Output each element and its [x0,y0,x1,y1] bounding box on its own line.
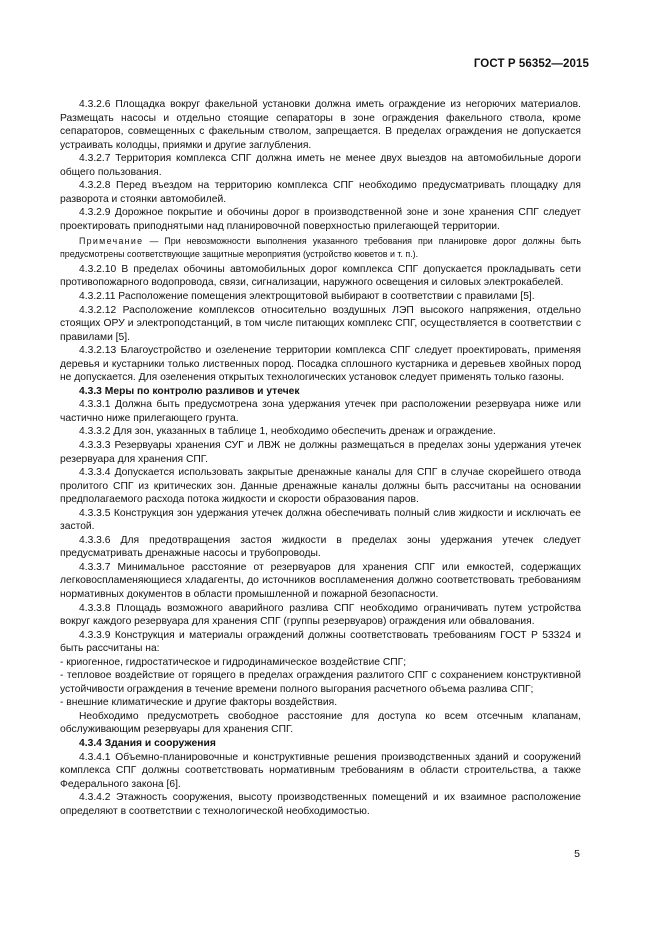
document-body [60,98,581,818]
body-paragraph: 4.3.3.6 Для предотвращения застоя жидкости в пределах зоны удержания утечек следует предусматривать дренажные насосы и трубопроводы. [60,534,581,560]
body-paragraph: 4.3.3.4 Допускается использовать закрытые дренажные каналы для СПГ в случае скорейшего отвода пролитого СПГ из критических зон. Данные дренажные каналы должны быть рассчитаны на основании предполагаемого расхода потока жидкости и скорости образования паров. [60,467,581,506]
note-text: — При невозможности выполнения указанного требования при планировке дорог должны быть предусмотрены соответствующие защитные мероприятия (устройство кюветов и т. п.). [60,236,581,259]
list-item: - внешние климатические и другие факторы воздействия. [60,697,338,709]
body-paragraph: 4.3.2.7 Территория комплекса СПГ должна иметь не менее двух выездов на автомобильные дороги общего пользования. [60,153,581,178]
body-paragraph: Необходимо предусмотреть свободное расстояние для доступа ко всем отсечным клапанам, обслуживающим резервуары для хранения СПГ. [60,710,581,736]
body-paragraph: 4.3.3.2 Для зон, указанных в таблице 1, необходимо обеспечить дренаж и ограждение. [79,426,496,438]
body-paragraph: 4.3.2.6 Площадка вокруг факельной установки должна иметь ограждение из негорючих материалов. Размещать насосы и отдельно стоящие сепараторы в зоне ограждения факельного ствола, кроме сепараторов, совмещенных с факельным стволом, запрещается. В пределах ограждения не допускается устраивать колодцы, приямки и другие заглубления. [60,99,581,151]
body-paragraph: 4.3.3.7 Минимальное расстояние от резервуаров для хранения СПГ или емкостей, содержащих легковоспламеняющиеся хладагенты, до источников воспламенения должно соответствовать требованиям нормативных документов в области промышленной и пожарной безопасности. [60,561,581,600]
body-paragraph: 4.3.2.9 Дорожное покрытие и обочины дорог в производственной зоне и зоне хранения СПГ следует проектировать приподнятыми над планировочной поверхностью прилегающей территории. [60,207,581,232]
body-paragraph: 4.3.3.1 Должна быть предусмотрена зона удержания утечек при расположении резервуара ниже или частично ниже прилегающего грунта. [60,399,581,424]
body-paragraph: 4.3.2.8 Перед въездом на территорию комплекса СПГ необходимо предусматривать площадку для разворота и стоянки автомобилей. [60,180,581,205]
page-number: 5 [574,848,580,860]
body-paragraph: 4.3.2.13 Благоустройство и озеленение территории комплекса СПГ следует проектировать, применяя деревья и кустарники только лиственных пород. Посадка сплошного кустарника и деревьев хвойных пород не допускается. Для озеленения открытых технологических установок следует применять только газоны. [60,345,581,384]
list-item: - криогенное, гидростатическое и гидродинамическое воздействие СПГ; [60,656,407,668]
document-standard-header: ГОСТ Р 56352—2015 [473,58,589,70]
body-paragraph: 4.3.2.10 В пределах обочины автомобильных дорог комплекса СПГ допускается прокладывать сети противопожарного водопровода, связи, сигнализации, наружного освещения и силовых электрокабелей. [60,263,581,289]
body-paragraph: 4.3.3.5 Конструкция зон удержания утечек должна обеспечивать полный слив жидкости и исключать ее застой. [60,507,581,533]
subsection-heading: 4.3.4 Здания и сооружения [79,738,216,750]
note-paragraph [60,235,581,259]
body-paragraph: 4.3.4.1 Объемно-планировочные и конструктивные решения производственных зданий и сооружений комплекса СПГ должны соответствовать нормативным требованиям в области строительства, а также Федерального закона [6]. [60,751,581,790]
body-paragraph: 4.3.3.8 Площадь возможного аварийного разлива СПГ необходимо ограничивать путем устройства вокруг каждого резервуара для хранения СПГ (группы резервуаров) ограждения или обвалования. [60,602,581,628]
list-item: - тепловое воздействие от горящего в пределах ограждения разлитого СПГ с сохранением конструктивной устойчивости ограждения в течение времени полного выгорания расчетного объема разлива СПГ; [60,670,581,695]
subsection-heading: 4.3.3 Меры по контролю разливов и утечек [79,385,300,397]
body-paragraph: 4.3.2.12 Расположение комплексов относительно воздушных ЛЭП высокого напряжения, отдельно стоящих ОРУ и электроподстанций, в том числе питающих комплекс СПГ, осуществляется в соответствии с правилами [5]. [60,304,581,343]
body-paragraph: 4.3.4.2 Этажность сооружения, высоту производственных помещений и их взаимное расположение определяют в соответствии с технологической необходимостью. [60,792,581,817]
body-paragraph: 4.3.3.9 Конструкция и материалы ограждений должны соответствовать требованиям ГОСТ Р 53324 и быть рассчитаны на: [60,629,581,655]
body-paragraph: 4.3.3.3 Резервуары хранения СУГ и ЛВЖ не должны размещаться в пределах зоны удержания утечек резервуара для хранения СПГ. [60,439,581,465]
note-label: Примечание [79,236,144,247]
body-paragraph: 4.3.2.11 Расположение помещения электрощитовой выбирают в соответствии с правилами [5]. [79,290,535,302]
